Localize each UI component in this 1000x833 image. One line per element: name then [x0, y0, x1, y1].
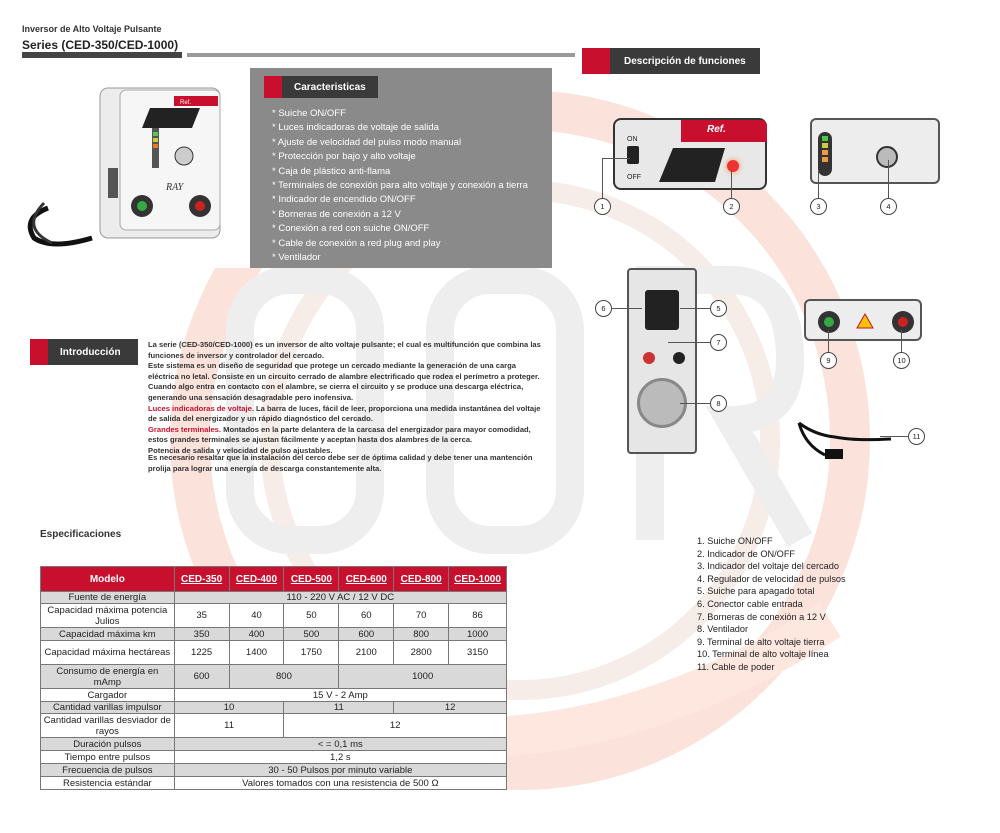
table-cell: 3150	[449, 641, 507, 665]
table-cell: 11	[174, 714, 284, 738]
callout-1: 1	[594, 198, 611, 215]
table-cell: 40	[229, 604, 284, 628]
product-ref-label: Ref.	[180, 100, 192, 106]
panel-ref-label: Ref.	[681, 120, 767, 142]
list-item: 3. Indicador del voltaje del cercado	[697, 561, 839, 572]
side-panel-diagram	[627, 268, 697, 454]
callout-9: 9	[820, 352, 837, 369]
table-row	[41, 641, 507, 665]
list-item: 8. Ventilador	[697, 624, 749, 635]
table-cell: 1000	[449, 628, 507, 641]
table-header-cell: CED-500	[284, 567, 339, 592]
table-cell: Duración pulsos	[41, 738, 175, 751]
intro-paragraph: Potencia de salida y velocidad de pulso ajustables.	[148, 445, 333, 455]
table-cell: Cantidad varillas impulsor	[41, 702, 175, 714]
switch-on-label: ON	[627, 136, 638, 143]
intro-paragraph: La serie (CED-350/CED-1000) es un inversor de alto voltaje pulsante; el cual es multifunción que combina las funciones de inversor y controlador del cercado.	[148, 340, 541, 360]
intro-highlight: Luces indicadoras de voltaje.	[148, 403, 254, 413]
table-cell: 1225	[174, 641, 229, 665]
list-item: * Cable de conexión a red plug and play	[272, 237, 441, 249]
table-row	[41, 689, 507, 702]
ground-terminal-icon	[824, 317, 834, 327]
table-cell: Capacidad máxima km	[41, 628, 175, 641]
intro-note: Es necesario resaltar que la instalación del cerco debe ser de óptima calidad y debe tener una mantención prolija para lograr una energía de descarga constantemente alta.	[148, 453, 533, 473]
list-item: 9. Terminal de alto voltaje tierra	[697, 636, 825, 647]
table-cell: 1000	[339, 665, 507, 689]
table-header-cell: CED-350	[174, 567, 229, 592]
list-item: 5. Suiche para apagado total	[697, 586, 815, 597]
specs-title: Especificaciones	[40, 529, 122, 540]
table-cell: Consumo de energía en mAmp	[41, 665, 175, 689]
table-cell: 800	[229, 665, 339, 689]
table-cell: 15 V - 2 Amp	[174, 689, 506, 702]
table-header-cell: CED-600	[339, 567, 394, 592]
functions-tag: Descripción de funciones	[582, 48, 760, 74]
list-item: * Borneras de conexión a 12 V	[272, 208, 401, 220]
list-item: 4. Regulador de velocidad de pulsos	[697, 573, 846, 584]
list-item: * Caja de plástico anti-flama	[272, 165, 391, 177]
characteristics-list	[272, 107, 528, 265]
table-cell: Valores tomados con una resistencia de 500 Ω	[174, 777, 506, 790]
table-cell: 12	[394, 702, 507, 714]
list-item: * Indicador de encendido ON/OFF	[272, 194, 416, 206]
list-item: * Ajuste de velocidad del pulso modo manual	[272, 136, 462, 148]
table-cell: 11	[284, 702, 394, 714]
table-cell: Resistencia estándar	[41, 777, 175, 790]
list-item: * Ventilador	[272, 252, 321, 264]
table-cell: Tiempo entre pulsos	[41, 751, 175, 764]
table-header-row	[41, 567, 507, 592]
header-subtitle: Inversor de Alto Voltaje Pulsante	[22, 24, 162, 34]
list-item: 1. Suiche ON/OFF	[697, 536, 773, 546]
table-header-cell: Modelo	[41, 567, 175, 592]
switch-off-label: OFF	[627, 174, 641, 181]
specs-table	[40, 566, 507, 790]
table-header-cell: CED-800	[394, 567, 449, 592]
table-header-cell: CED-1000	[449, 567, 507, 592]
intro-paragraph: La barra de luces, fácil de leer, proporciona una medida instantánea del voltaje de salida del energizador y un rápido diagnóstico del cercado.	[148, 403, 541, 424]
terminals-diagram	[804, 299, 922, 341]
list-item: * Conexión a red con suiche ON/OFF	[272, 223, 430, 235]
power-connector-icon	[645, 290, 679, 330]
intro-text	[148, 340, 548, 457]
list-item: 2. Indicador de ON/OFF	[697, 548, 796, 559]
table-cell: Fuente de energía	[41, 592, 175, 604]
table-row	[41, 751, 507, 764]
table-row	[41, 702, 507, 714]
callout-5: 5	[710, 300, 727, 317]
intro-highlight: Grandes terminales.	[148, 424, 222, 434]
product-brand-label: RAY	[166, 182, 184, 193]
table-row	[41, 604, 507, 628]
table-cell: Capacidad máxima potencia Julios	[41, 604, 175, 628]
list-item: * Suiche ON/OFF	[272, 108, 346, 119]
power-cable-icon	[795, 415, 895, 465]
table-cell: 30 - 50 Pulsos por minuto variable	[174, 764, 506, 777]
table-cell: Frecuencia de pulsos	[41, 764, 175, 777]
table-row	[41, 764, 507, 777]
callout-3: 3	[810, 198, 827, 215]
callout-10: 10	[893, 352, 910, 369]
intro-paragraph: Montados en la parte delantera de la carcasa del energizador para mayor comodidad, estos grandes terminales se ajustan fácilmente y aceptan hasta dos alambres de la cerca.	[148, 424, 531, 445]
table-row	[41, 628, 507, 641]
list-item: * Luces indicadoras de voltaje de salida	[272, 122, 439, 134]
table-cell: 1,2 s	[174, 751, 506, 764]
characteristics-tag: Caracteristicas	[264, 76, 378, 98]
table-cell: 2800	[394, 641, 449, 665]
table-cell: Cargador	[41, 689, 175, 702]
table-cell: 70	[394, 604, 449, 628]
table-cell: 350	[174, 628, 229, 641]
table-cell: 2100	[339, 641, 394, 665]
terminal-neg-icon	[673, 352, 685, 364]
line-terminal-icon	[898, 317, 908, 327]
table-header-cell: CED-400	[229, 567, 284, 592]
table-cell: 600	[339, 628, 394, 641]
table-row	[41, 714, 507, 738]
callout-6: 6	[595, 300, 612, 317]
table-cell: Capacidad máxima hectáreas	[41, 641, 175, 665]
terminal-pos-icon	[643, 352, 655, 364]
list-item: 7. Borneras de conexión a 12 V	[697, 611, 826, 622]
power-switch-icon	[627, 146, 639, 164]
table-cell: 1400	[229, 641, 284, 665]
table-cell: 10	[174, 702, 284, 714]
table-row	[41, 777, 507, 790]
table-row	[41, 738, 507, 751]
table-cell: 800	[394, 628, 449, 641]
callout-11: 11	[908, 428, 925, 445]
list-item: 6. Conector cable entrada	[697, 598, 803, 609]
page-title: Series (CED-350/CED-1000)	[22, 38, 179, 52]
table-cell: 86	[449, 604, 507, 628]
list-item: 11. Cable de poder	[697, 661, 775, 672]
table-cell: 600	[174, 665, 229, 689]
list-item: * Protección por bajo y alto voltaje	[272, 151, 416, 163]
table-cell: 60	[339, 604, 394, 628]
front-panel-diagram	[613, 118, 767, 190]
table-row	[41, 665, 507, 689]
table-cell: Cantidad varillas desviador de rayos	[41, 714, 175, 738]
table-cell: 35	[174, 604, 229, 628]
table-cell: < = 0,1 ms	[174, 738, 506, 751]
list-item: 10. Terminal de alto voltaje línea	[697, 649, 829, 660]
table-row	[41, 592, 507, 604]
list-item: * Terminales de conexión para alto voltaje y conexión a tierra	[272, 180, 528, 192]
table-cell: 12	[284, 714, 507, 738]
intro-paragraph: Este sistema es un diseño de seguridad que protege un cercado mediante la generación de una carga eléctrica no letal. Consiste en un circuito cerrado de alambre electrificado que rodea el perímetro a proteger. Cuando algo entra en contacto con el alambre, se cierra el circuito y se produce una descarga eléctrica, generando una sensación desagradable pero inofensiva.	[148, 361, 540, 402]
callout-8: 8	[710, 395, 727, 412]
pulse-knob-icon	[876, 146, 898, 168]
callout-7: 7	[710, 334, 727, 351]
table-cell: 50	[284, 604, 339, 628]
table-cell: 500	[284, 628, 339, 641]
intro-tag: Introducción	[30, 341, 138, 363]
led-panel-diagram	[810, 118, 940, 184]
product-image	[22, 68, 250, 268]
table-cell: 400	[229, 628, 284, 641]
table-cell: 110 - 220 V AC / 12 V DC	[174, 592, 506, 604]
power-led-icon	[727, 160, 739, 172]
callout-2: 2	[723, 198, 740, 215]
table-cell: 1750	[284, 641, 339, 665]
callout-4: 4	[880, 198, 897, 215]
functions-list	[697, 535, 846, 674]
